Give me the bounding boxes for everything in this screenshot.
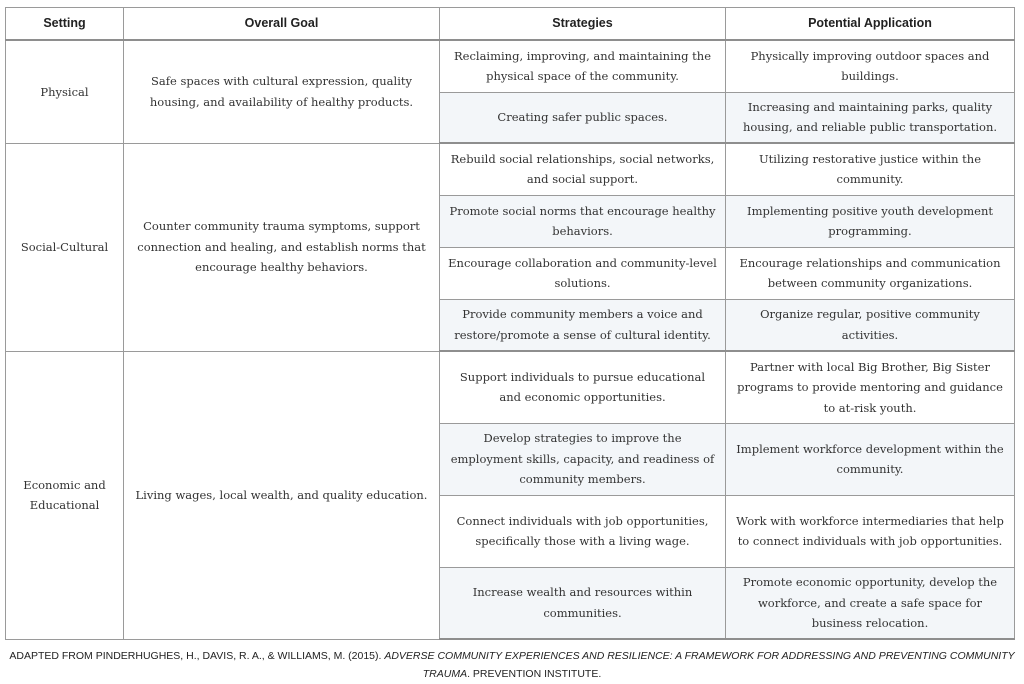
application-cell: Partner with local Big Brother, Big Sister programs to provide mentoring and guidance to at-risk youth. [726,351,1015,423]
application-cell: Encourage relationships and communication between community organizations. [726,247,1015,299]
application-cell: Implement workforce development within the community. [726,423,1015,495]
application-cell: Organize regular, positive community activities. [726,299,1015,351]
application-cell: Promote economic opportunity, develop the workforce, and create a safe space for business relocation. [726,567,1015,639]
application-cell: Work with workforce intermediaries that help to connect individuals with job opportunities. [726,495,1015,567]
strategy-cell: Reclaiming, improving, and maintaining the physical space of the community. [440,40,726,92]
citation-authors: ADAPTED FROM PINDERHUGHES, H., DAVIS, R. A., & WILLIAMS, M. (2015). [9,650,385,662]
citation-publisher: . PREVENTION INSTITUTE. [467,668,602,680]
header-setting: Setting [6,8,124,41]
header-row [6,8,1015,41]
strategy-cell: Increase wealth and resources within communities. [440,567,726,639]
table-body [6,40,1015,639]
strategy-cell: Develop strategies to improve the employment skills, capacity, and readiness of community members. [440,423,726,495]
goal-cell: Living wages, local wealth, and quality education. [124,351,440,639]
application-cell: Increasing and maintaining parks, quality housing, and reliable public transportation. [726,92,1015,143]
application-cell: Implementing positive youth development programming. [726,195,1015,247]
table-row [6,351,1015,423]
citation-title: ADVERSE COMMUNITY EXPERIENCES AND RESILIENCE: A FRAMEWORK FOR ADDRESSING AND PREVENTING COMMUNITY TRAUMA [384,650,1015,680]
strategy-cell: Rebuild social relationships, social networks, and social support. [440,143,726,195]
strategy-cell: Support individuals to pursue educational and economic opportunities. [440,351,726,423]
strategy-cell: Provide community members a voice and restore/promote a sense of cultural identity. [440,299,726,351]
table-row [6,40,1015,92]
setting-cell: Social-Cultural [6,143,124,351]
header-strategies: Strategies [440,8,726,41]
goal-cell: Counter community trauma symptoms, support connection and healing, and establish norms that encourage healthy behaviors. [124,143,440,351]
header-potential-application: Potential Application [726,8,1015,41]
community-trauma-framework-table [5,7,1015,640]
source-citation [0,647,1024,683]
application-cell: Utilizing restorative justice within the community. [726,143,1015,195]
strategy-cell: Encourage collaboration and community-level solutions. [440,247,726,299]
header-overall-goal: Overall Goal [124,8,440,41]
table-row [6,143,1015,195]
setting-cell: Economic and Educational [6,351,124,639]
strategy-cell: Promote social norms that encourage healthy behaviors. [440,195,726,247]
strategy-cell: Creating safer public spaces. [440,92,726,143]
strategy-cell: Connect individuals with job opportunities, specifically those with a living wage. [440,495,726,567]
goal-cell: Safe spaces with cultural expression, quality housing, and availability of healthy products. [124,40,440,143]
application-cell: Physically improving outdoor spaces and buildings. [726,40,1015,92]
table-header [6,8,1015,41]
setting-cell: Physical [6,40,124,143]
